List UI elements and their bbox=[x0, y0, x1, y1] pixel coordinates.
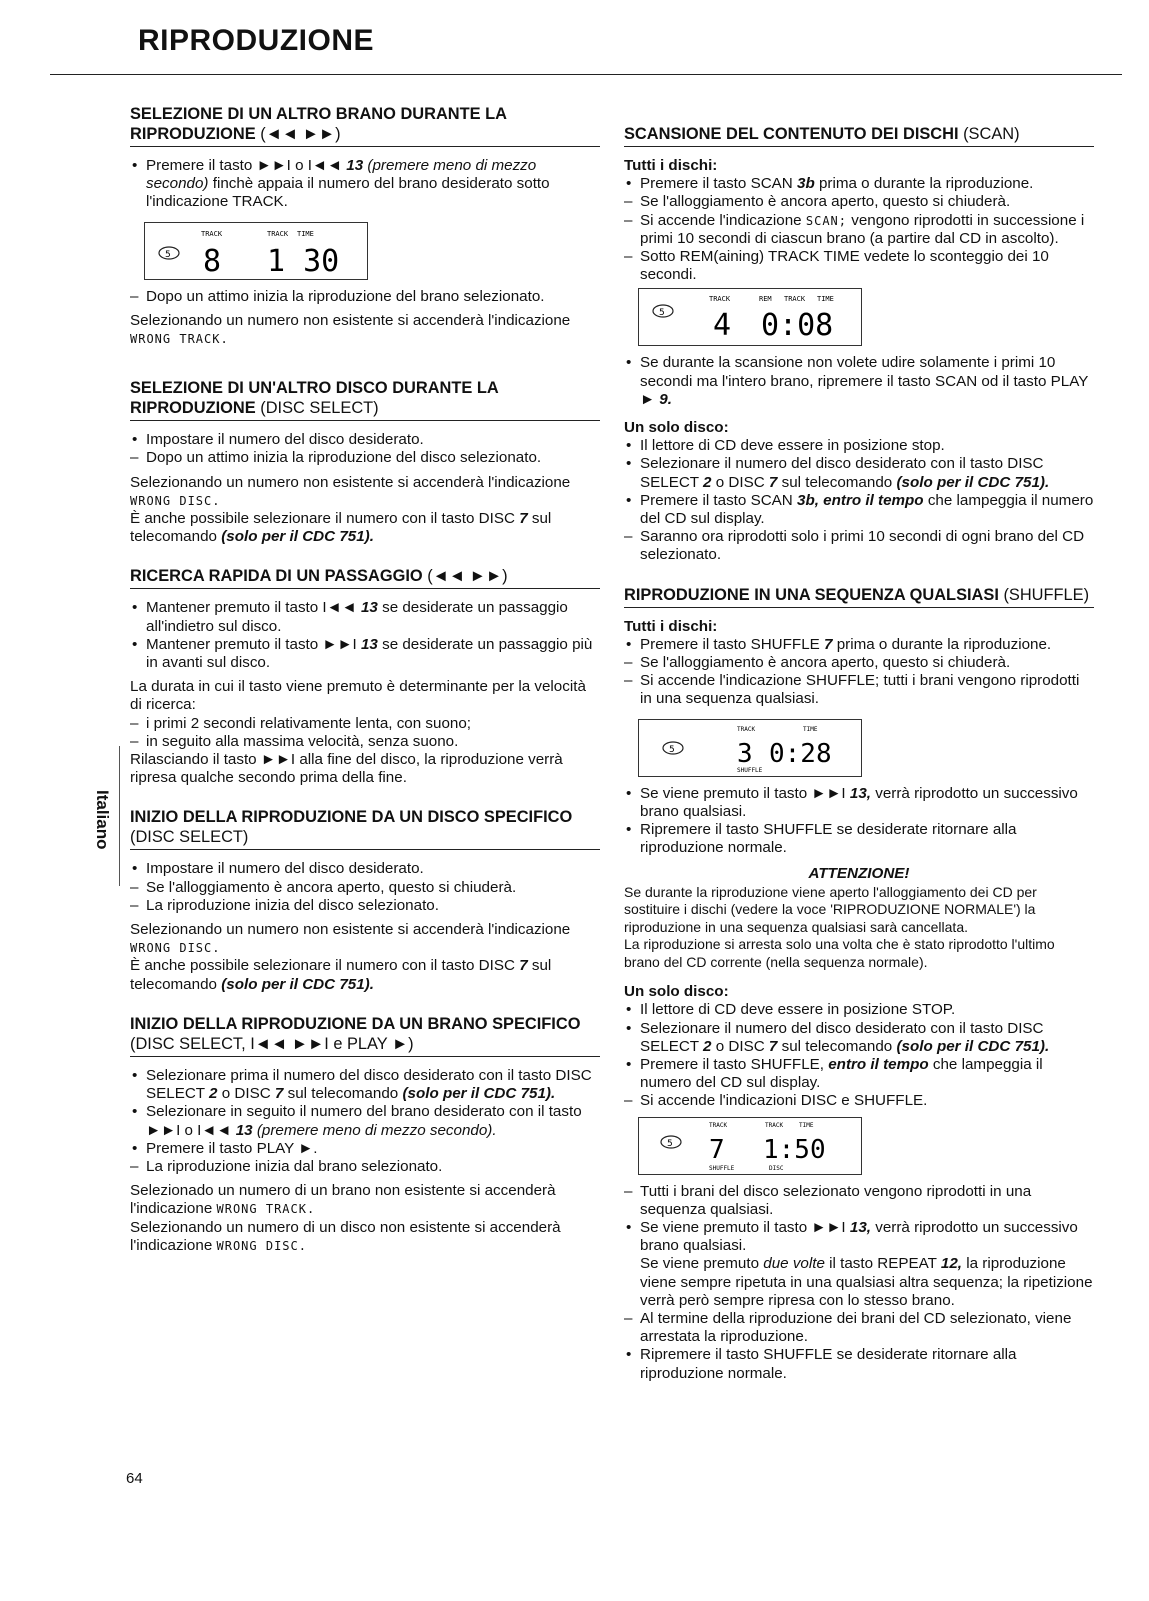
section-scan bbox=[624, 124, 1094, 565]
dash-item: – Al termine della riproduzione dei brani del CD selezionato, viene arrestata la riproduzione. bbox=[624, 1310, 1094, 1346]
bullet: • Premere il tasto PLAY ►. bbox=[130, 1140, 600, 1158]
bullet: • Ripremere il tasto SHUFFLE se desiderate ritornare alla riproduzione normale. bbox=[624, 821, 1094, 857]
track-label: TRACK bbox=[709, 1121, 728, 1129]
section-start-disc bbox=[130, 807, 600, 993]
time-label: TIME bbox=[803, 725, 818, 733]
dash-item: – La riproduzione inizia dal brano selezionato. bbox=[130, 1158, 600, 1176]
bullet: • Selezionare in seguito il numero del brano desiderato con il tasto ►►I o I◄◄ 13 (premere meno di mezzo secondo). bbox=[130, 1103, 600, 1139]
time-digits: 0:08 bbox=[761, 308, 834, 344]
bullet: • Premere il tasto ►►I o I◄◄ 13 (premere meno di mezzo secondo) finchè appaia il numero del brano desiderato sotto l'indicazione TRACK. bbox=[130, 157, 600, 212]
bullet: • Ripremere il tasto SHUFFLE se desiderate ritornare alla riproduzione normale. bbox=[624, 1346, 1094, 1382]
language-label-text: Italiano bbox=[93, 790, 112, 850]
track-label-2: TRACK bbox=[765, 1121, 784, 1129]
track-label: TRACK bbox=[201, 229, 223, 238]
section-fast-search bbox=[130, 566, 600, 787]
lcd-display bbox=[144, 222, 368, 280]
dash-item: – Sotto REM(aining) TRACK TIME vedete lo sconteggio dei 10 secondi. bbox=[624, 248, 1094, 284]
bullet: • Selezionare il numero del disco desiderato con il tasto DISC SELECT 2 o DISC 7 sul telecomando (solo per il CDC 751). bbox=[624, 455, 1094, 491]
dash-item: – Si accende l'indicazioni DISC e SHUFFLE. bbox=[624, 1092, 1094, 1110]
lcd-display bbox=[638, 288, 862, 346]
paragraph: Selezionando un numero non esistente si accenderà l'indicazione WRONG DISC. bbox=[130, 473, 571, 508]
subheading: Tutti i dischi: bbox=[624, 157, 718, 174]
time-digits: 1 30 bbox=[267, 243, 340, 279]
bullet: • Premere il tasto SCAN 3b prima o durante la riproduzione. bbox=[624, 175, 1094, 193]
bullet: • Impostare il numero del disco desiderato. bbox=[130, 431, 600, 449]
section-shuffle bbox=[624, 585, 1094, 1383]
disc-number: 5 bbox=[659, 308, 665, 319]
section-start-track bbox=[130, 1014, 600, 1255]
subheading: Un solo disco: bbox=[624, 419, 729, 437]
title-rule bbox=[50, 74, 1122, 75]
paragraph: Selezionado un numero di un brano non esistente si accenderà l'indicazione WRONG TRACK. bbox=[130, 1182, 556, 1218]
left-column bbox=[130, 104, 600, 1275]
dash-item: – La riproduzione inizia del disco selezionato. bbox=[130, 897, 600, 915]
paragraph: Selezionando un numero non esistente si accenderà l'indicazione WRONG DISC. bbox=[130, 921, 571, 956]
bullet: • Se durante la scansione non volete udire solamente i primi 10 secondi ma l'intero brano, ripremere il tasto SCAN od il tasto PLAY ► 9. bbox=[624, 354, 1094, 409]
disc-number: 5 bbox=[165, 249, 171, 260]
section-title: INIZIO DELLA RIPRODUZIONE DA UN BRANO SPECIFICO (DISC SELECT, I◄◄ ►►I e PLAY ►) bbox=[130, 1014, 600, 1057]
bullet: • Mantener premuto il tasto I◄◄ 13 se desiderate un passaggio all'indietro sul disco. bbox=[130, 599, 600, 635]
subheading: Un solo disco: bbox=[624, 983, 729, 1001]
dash-item: – Se l'alloggiamento è ancora aperto, questo si chiuderà. bbox=[624, 654, 1094, 672]
paragraph: È anche possibile selezionare il numero con il tasto DISC 7 sul telecomando (solo per il CDC 751). bbox=[130, 957, 552, 993]
attention-title: ATTENZIONE! bbox=[808, 865, 910, 883]
time-label: TIME bbox=[817, 295, 834, 304]
dash-item: – Si accende l'indicazione SCAN; vengono riprodotti in successione i primi 10 secondi di ciascun brano (a partire dal CD in ascolto). bbox=[624, 212, 1094, 248]
bullet: • Selezionare il numero del disco desiderato con il tasto DISC SELECT 2 o DISC 7 sul telecomando (solo per il CDC 751). bbox=[624, 1020, 1094, 1056]
page-number: 64 bbox=[126, 1470, 143, 1487]
disc-label: DISC bbox=[769, 1164, 784, 1172]
track-label: TRACK bbox=[737, 725, 756, 733]
lcd-display bbox=[638, 719, 862, 777]
track-digits: 7 bbox=[709, 1134, 725, 1165]
section-select-track bbox=[130, 104, 600, 348]
dash-item: – Saranno ora riprodotti solo i primi 10 secondi di ogni brano del CD selezionato. bbox=[624, 528, 1094, 564]
dash-item: – i primi 2 secondi relativamente lenta, con suono; bbox=[130, 715, 600, 733]
time-label: TIME bbox=[297, 229, 314, 238]
attention-text: Se durante la riproduzione viene aperto l'alloggiamento dei CD per sostituire i dischi (vedere la voce 'RIPRODUZIONE NORMALE') la riproduzione in una sequenza qualsiasi sarà cancellata. bbox=[624, 883, 1037, 935]
disc-number: 5 bbox=[667, 1138, 673, 1149]
time-digits: 1:50 bbox=[763, 1134, 826, 1165]
attention-text: La riproduzione si arresta solo una volta che è stato riprodotto l'ultimo brano del CD corrente (nella sequenza normale). bbox=[624, 936, 1055, 970]
dash-item: – Tutti i brani del disco selezionato vengono riprodotti in una sequenza qualsiasi. bbox=[624, 1183, 1094, 1219]
side-divider bbox=[119, 746, 120, 886]
page-title: RIPRODUZIONE bbox=[138, 24, 375, 57]
paragraph: Selezionando un numero di un disco non esistente si accenderà l'indicazione WRONG DISC. bbox=[130, 1218, 561, 1254]
right-column bbox=[624, 104, 1094, 1403]
section-title: SCANSIONE DEL CONTENUTO DEI DISCHI (SCAN) bbox=[624, 124, 1094, 147]
track-label-2: TRACK bbox=[784, 295, 806, 304]
dash-item: – Dopo un attimo inizia la riproduzione del brano selezionato. bbox=[130, 288, 600, 306]
bullet: • Selezionare prima il numero del disco desiderato con il tasto DISC SELECT 2 o DISC 7 sul telecomando (solo per il CDC 751). bbox=[130, 1067, 600, 1103]
track-label: TRACK bbox=[709, 295, 731, 304]
disc-number: 5 bbox=[669, 744, 675, 755]
track-digits: 3 bbox=[737, 738, 753, 769]
paragraph: È anche possibile selezionare il numero con il tasto DISC 7 sul telecomando (solo per il CDC 751). bbox=[130, 510, 552, 546]
track-digits: 4 bbox=[713, 308, 732, 344]
lcd-display bbox=[638, 1117, 862, 1175]
track-label-2: TRACK bbox=[267, 229, 289, 238]
shuffle-label: SHUFFLE bbox=[737, 766, 763, 774]
bullet: • Impostare il numero del disco desiderato. bbox=[130, 860, 600, 878]
bullet: • Premere il tasto SHUFFLE, entro il tempo che lampeggia il numero del CD sul display. bbox=[624, 1056, 1094, 1092]
dash-item: – Se l'alloggiamento è ancora aperto, questo si chiuderà. bbox=[624, 193, 1094, 211]
bullet: • Premere il tasto SCAN 3b, entro il tempo che lampeggia il numero del CD sul display. bbox=[624, 492, 1094, 528]
dash-item: – in seguito alla massima velocità, senza suono. bbox=[130, 733, 600, 751]
section-title: INIZIO DELLA RIPRODUZIONE DA UN DISCO SPECIFICO (DISC SELECT) bbox=[130, 807, 600, 850]
paragraph: Selezionando un numero non esistente si accenderà l'indicazione WRONG TRACK. bbox=[130, 311, 571, 347]
section-select-disc bbox=[130, 378, 600, 546]
bullet: • Il lettore di CD deve essere in posizione STOP. bbox=[624, 1001, 1094, 1019]
dash-item: – Dopo un attimo inizia la riproduzione del disco selezionato. bbox=[130, 449, 600, 467]
rem-label: REM bbox=[759, 295, 772, 304]
section-title: SELEZIONE DI UN ALTRO BRANO DURANTE LA RIPRODUZIONE (◄◄ ►►) bbox=[130, 104, 600, 147]
section-title: RICERCA RAPIDA DI UN PASSAGGIO (◄◄ ►►) bbox=[130, 566, 600, 589]
dash-item: – Si accende l'indicazione SHUFFLE; tutti i brani vengono riprodotti in una sequenza qualsiasi. bbox=[624, 672, 1094, 708]
bullet: • Il lettore di CD deve essere in posizione stop. bbox=[624, 437, 1094, 455]
time-label: TIME bbox=[799, 1121, 814, 1129]
bullet: • Premere il tasto SHUFFLE 7 prima o durante la riproduzione. bbox=[624, 636, 1094, 654]
bullet: • Mantener premuto il tasto ►►I 13 se desiderate un passaggio più in avanti sul disco. bbox=[130, 636, 600, 672]
paragraph: Rilasciando il tasto ►►I alla fine del disco, la riproduzione verrà ripresa qualche secondo prima della fine. bbox=[130, 751, 563, 787]
section-title: RIPRODUZIONE IN UNA SEQUENZA QUALSIASI (SHUFFLE) bbox=[624, 585, 1094, 608]
track-digits: 8 bbox=[203, 243, 222, 279]
bullet: • Se viene premuto il tasto ►►I 13, verrà riprodotto un successivo brano qualsiasi. Se viene premuto due volte il tasto REPEAT 12, la riproduzione viene sempre ripetuta in una qualsiasi altra sequenza; la ripetizione verrà però sempre ripresa con lo stesso brano. bbox=[624, 1219, 1094, 1310]
time-digits: 0:28 bbox=[769, 738, 832, 769]
dash-item: – Se l'alloggiamento è ancora aperto, questo si chiuderà. bbox=[130, 879, 600, 897]
subheading: Tutti i dischi: bbox=[624, 617, 718, 635]
bullet: • Se viene premuto il tasto ►►I 13, verrà riprodotto un successivo brano qualsiasi. bbox=[624, 785, 1094, 821]
paragraph: La durata in cui il tasto viene premuto è determinante per la velocità di ricerca: bbox=[130, 678, 586, 714]
shuffle-label: SHUFFLE bbox=[709, 1164, 735, 1172]
section-title: SELEZIONE DI UN'ALTRO DISCO DURANTE LA RIPRODUZIONE (DISC SELECT) bbox=[130, 378, 600, 421]
